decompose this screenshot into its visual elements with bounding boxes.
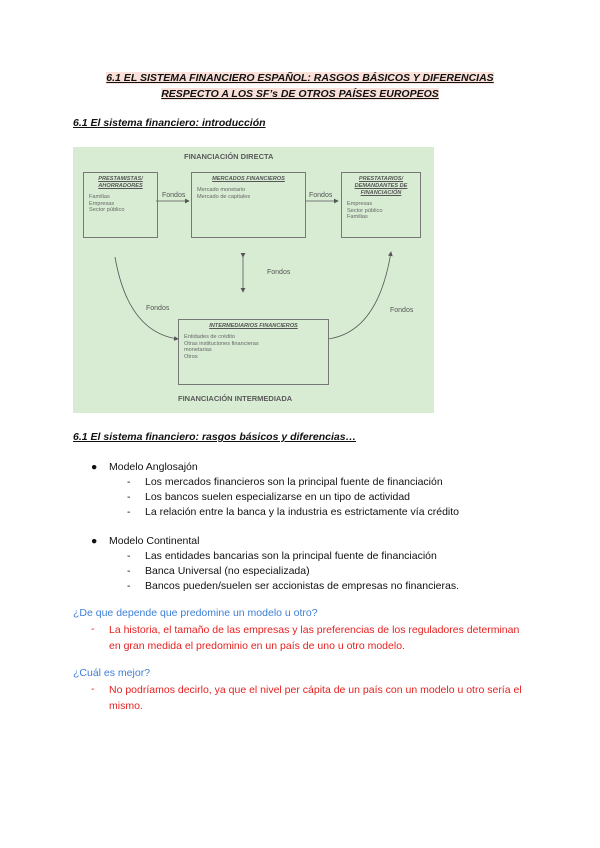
document-title [60,70,540,102]
dash-icon: - [127,476,131,488]
bullet-icon: ● [91,535,98,547]
diagram-top-label: FINANCIACIÓN DIRECTA [184,152,274,161]
section-heading-intro: 6.1 El sistema financiero: introducción [73,117,266,129]
arrow-curve-left [115,257,178,339]
model-anglosajon: Modelo Anglosajón [109,461,198,473]
dash-icon: - [91,623,95,635]
answer-2: No podríamos decirlo, ya que el nivel per cápita de un país con un modelo u otro sería el mismo. [109,684,522,712]
dash-icon: - [127,565,131,577]
list-item: La relación entre la banca y la industria es estrictamente vía crédito [145,506,460,518]
title-line-2: RESPECTO A LOS SF’s DE OTROS PAÍSES EUROPEOS [161,88,439,100]
list-item: Banca Universal (no especializada) [145,565,310,577]
title-line-1: 6.1 EL SISTEMA FINANCIERO ESPAÑOL: RASGOS BÁSICOS Y DIFERENCIAS [106,72,494,84]
list-item: Los mercados financieros son la principal fuente de financiación [145,476,443,488]
model-continental: Modelo Continental [109,535,200,547]
question-2: ¿Cuál es mejor? [73,667,151,679]
label-fondos-left: Fondos [162,192,186,199]
box-financial-intermediaries: INTERMEDIARIOS FINANCIEROS Entidades de crédito Otras instituciones financieras monetarias Otros [178,319,329,385]
box-financial-markets: MERCADOS FINANCIEROS Mercado monetario Mercado de capitales [191,172,306,238]
list-item: Bancos pueden/suelen ser accionistas de empresas no financieras. [145,580,460,592]
label-fondos-right: Fondos [309,192,333,199]
answer-1: La historia, el tamaño de las empresas y las preferencias de los reguladores determinan en gran medida el predominio en un país de uno u otro modelo. [109,624,520,652]
question-1: ¿De que depende que predomine un modelo u otro? [73,607,318,619]
list-item: Los bancos suelen especializarse en un tipo de actividad [145,491,411,503]
arrow-curve-right [328,252,391,339]
financial-system-diagram [73,147,434,413]
box-lenders: PRESTAMISTAS/ AHORRADORES Familias Empresas Sector público [83,172,158,238]
dash-icon: - [91,683,95,695]
box-borrowers: PRESTATARIOS/ DEMANDANTES DE FINANCIACIÓN Empresas Sector público Familias [341,172,421,238]
section-heading-features: 6.1 El sistema financiero: rasgos básicos y diferencias… [73,431,357,443]
label-fondos-middle: Fondos [267,269,291,276]
dash-icon: - [127,580,131,592]
dash-icon: - [127,491,131,503]
bullet-icon: ● [91,461,98,473]
dash-icon: - [127,506,131,518]
label-fondos-curve-left: Fondos [146,305,170,312]
dash-icon: - [127,550,131,562]
list-item: Las entidades bancarias son la principal fuente de financiación [145,550,437,562]
label-fondos-curve-right: Fondos [390,307,414,314]
diagram-bottom-label: FINANCIACIÓN INTERMEDIADA [178,394,293,403]
